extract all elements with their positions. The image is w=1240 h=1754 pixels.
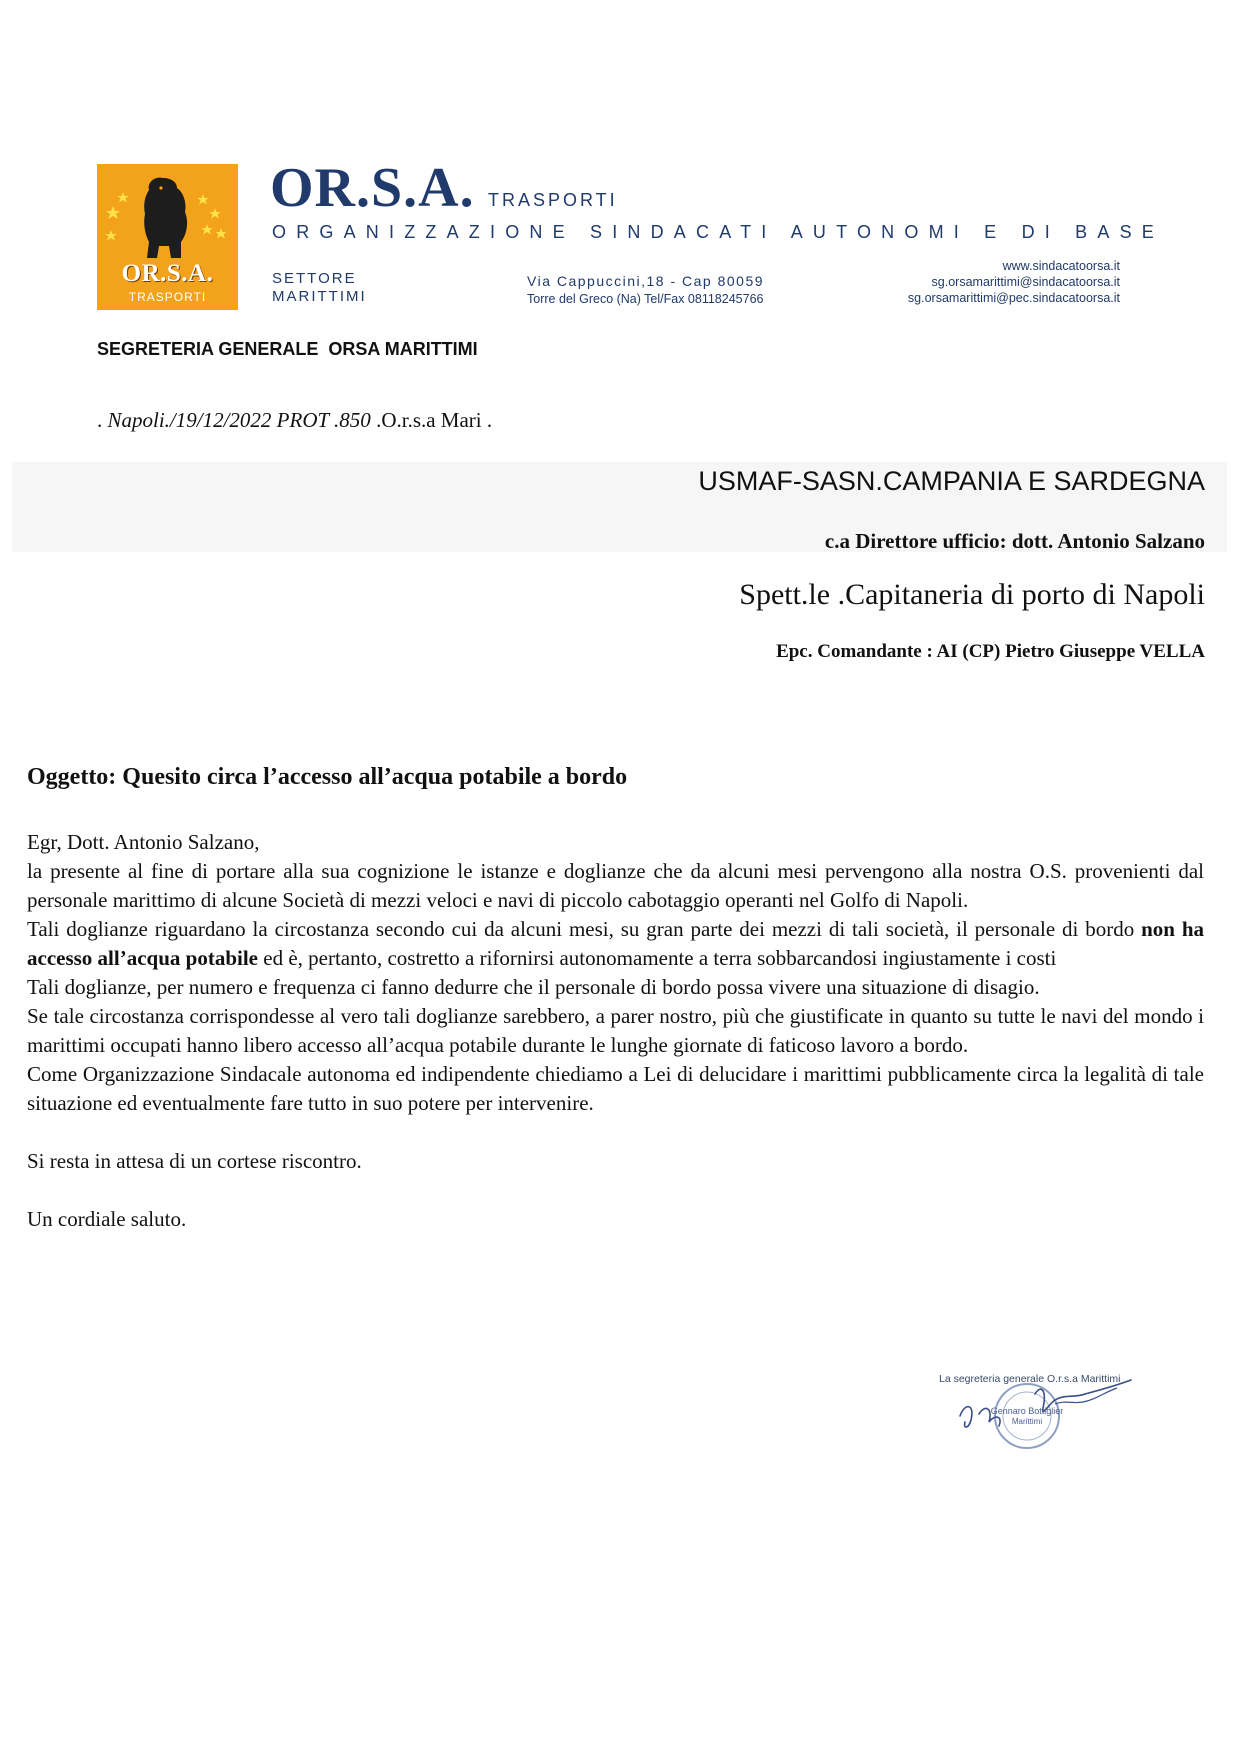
protocol-prefix: .	[97, 408, 108, 432]
recipient-attention: c.a Direttore ufficio: dott. Antonio Salzano	[824, 529, 1205, 553]
address-block	[527, 272, 764, 308]
brand-name: OR.S.A.	[270, 157, 475, 219]
orsa-logo	[97, 164, 238, 310]
organization-name: ORGANIZZAZIONE SINDACATI AUTONOMI E DI BASE	[272, 222, 1164, 242]
paragraph-2-start: Tali doglianze riguardano la circostanza secondo cui da alcuni mesi, su gran parte dei mezzi di tali società, il personale di bordo	[27, 917, 1142, 941]
letter-body	[27, 828, 1204, 1234]
address-line1: Via Cappuccini,18 - Cap 80059	[527, 273, 765, 289]
stamp-icon	[935, 1364, 1165, 1454]
sector-label	[272, 270, 367, 306]
paragraph-2-emphasis: non ha accesso all’acqua potabile	[27, 917, 1205, 970]
paragraph-4: Se tale circostanza corrispondesse al vero tali doglianze sarebbero, a parer nostro, più che giustificate in quanto su tutte le navi del mondo i marittimi occupati hanno libero accesso all’acqua potabile durante le lunghe giornate di faticoso lavoro a bordo.	[27, 1004, 1204, 1057]
protocol-suffix: .O.r.s.a Mari .	[370, 408, 493, 432]
pec-link[interactable]: sg.orsamarittimi@pec.sindacatoorsa.it	[907, 291, 1120, 305]
logo-name: OR.S.A.	[121, 260, 214, 287]
spacer	[27, 1118, 1204, 1147]
stamp-sub: Marittimi	[1011, 1417, 1043, 1426]
signature-stamp	[935, 1364, 1165, 1454]
brand-tagline: TRASPORTI	[488, 190, 618, 210]
paragraph-3: Tali doglianze, per numero e frequenza ci fanno dedurre che il personale di bordo possa vivere una situazione di disagio.	[27, 975, 1040, 999]
website-link[interactable]: www.sindacatoorsa.it	[1002, 259, 1120, 273]
sector-line1: SETTORE	[272, 270, 357, 287]
recipient-copy: Epc. Comandante : AI (CP) Pietro Giuseppe VELLA	[776, 641, 1205, 662]
department-heading: SEGRETERIA GENERALE ORSA MARITTIMI	[97, 339, 478, 359]
contacts-block	[860, 258, 1120, 306]
spacer	[27, 1176, 1204, 1205]
paragraph-5: Come Organizzazione Sindacale autonoma ed indipendente chiediamo a Lei di delucidare i marittimi pubblicamente circa la legalità di tale situazione ed eventualmente fare tutto in suo potere per intervenire.	[27, 1062, 1204, 1115]
recipient-capitaneria: Spett.le .Capitaneria di porto di Napoli	[739, 578, 1205, 611]
stamp-name: Gennaro Bottiglier	[990, 1406, 1064, 1416]
sector-line2: MARITTIMI	[272, 288, 367, 305]
paragraph-2-end: ed è, pertanto, costretto a rifornirsi autonomamente a terra sobbarcandosi ingiustamente i costi	[258, 946, 1057, 970]
email-link[interactable]: sg.orsamarittimi@sindacatoorsa.it	[931, 275, 1120, 289]
closing-request: Si resta in attesa di un cortese riscontro.	[27, 1149, 362, 1173]
paragraph-2	[27, 915, 1204, 973]
protocol-line	[97, 408, 492, 433]
address-line2: Torre del Greco (Na) Tel/Fax 08118245766	[527, 292, 764, 306]
greeting: Egr, Dott. Antonio Salzano,	[27, 830, 260, 854]
letter-subject: Oggetto: Quesito circa l’accesso all’acqua potabile a bordo	[27, 764, 628, 790]
protocol-date-number: Napoli./19/12/2022 PROT .850	[107, 408, 371, 432]
signature-title: La segreteria generale O.r.s.a Marittimi	[939, 1373, 1121, 1385]
closing-greeting: Un cordiale saluto.	[27, 1207, 187, 1231]
logo-subtitle: TRASPORTI	[128, 290, 207, 304]
paragraph-1: la presente al fine di portare alla sua cognizione le istanze e doglianze che da alcuni mesi pervengono alla nostra O.S. provenienti dal personale marittimo di alcune Società di mezzi veloci e navi di piccolo cabotaggio operanti nel Golfo di Napoli.	[27, 859, 1204, 912]
stars-icon	[103, 188, 233, 248]
recipient-office: USMAF-SASN.CAMPANIA E SARDEGNA	[698, 466, 1205, 496]
